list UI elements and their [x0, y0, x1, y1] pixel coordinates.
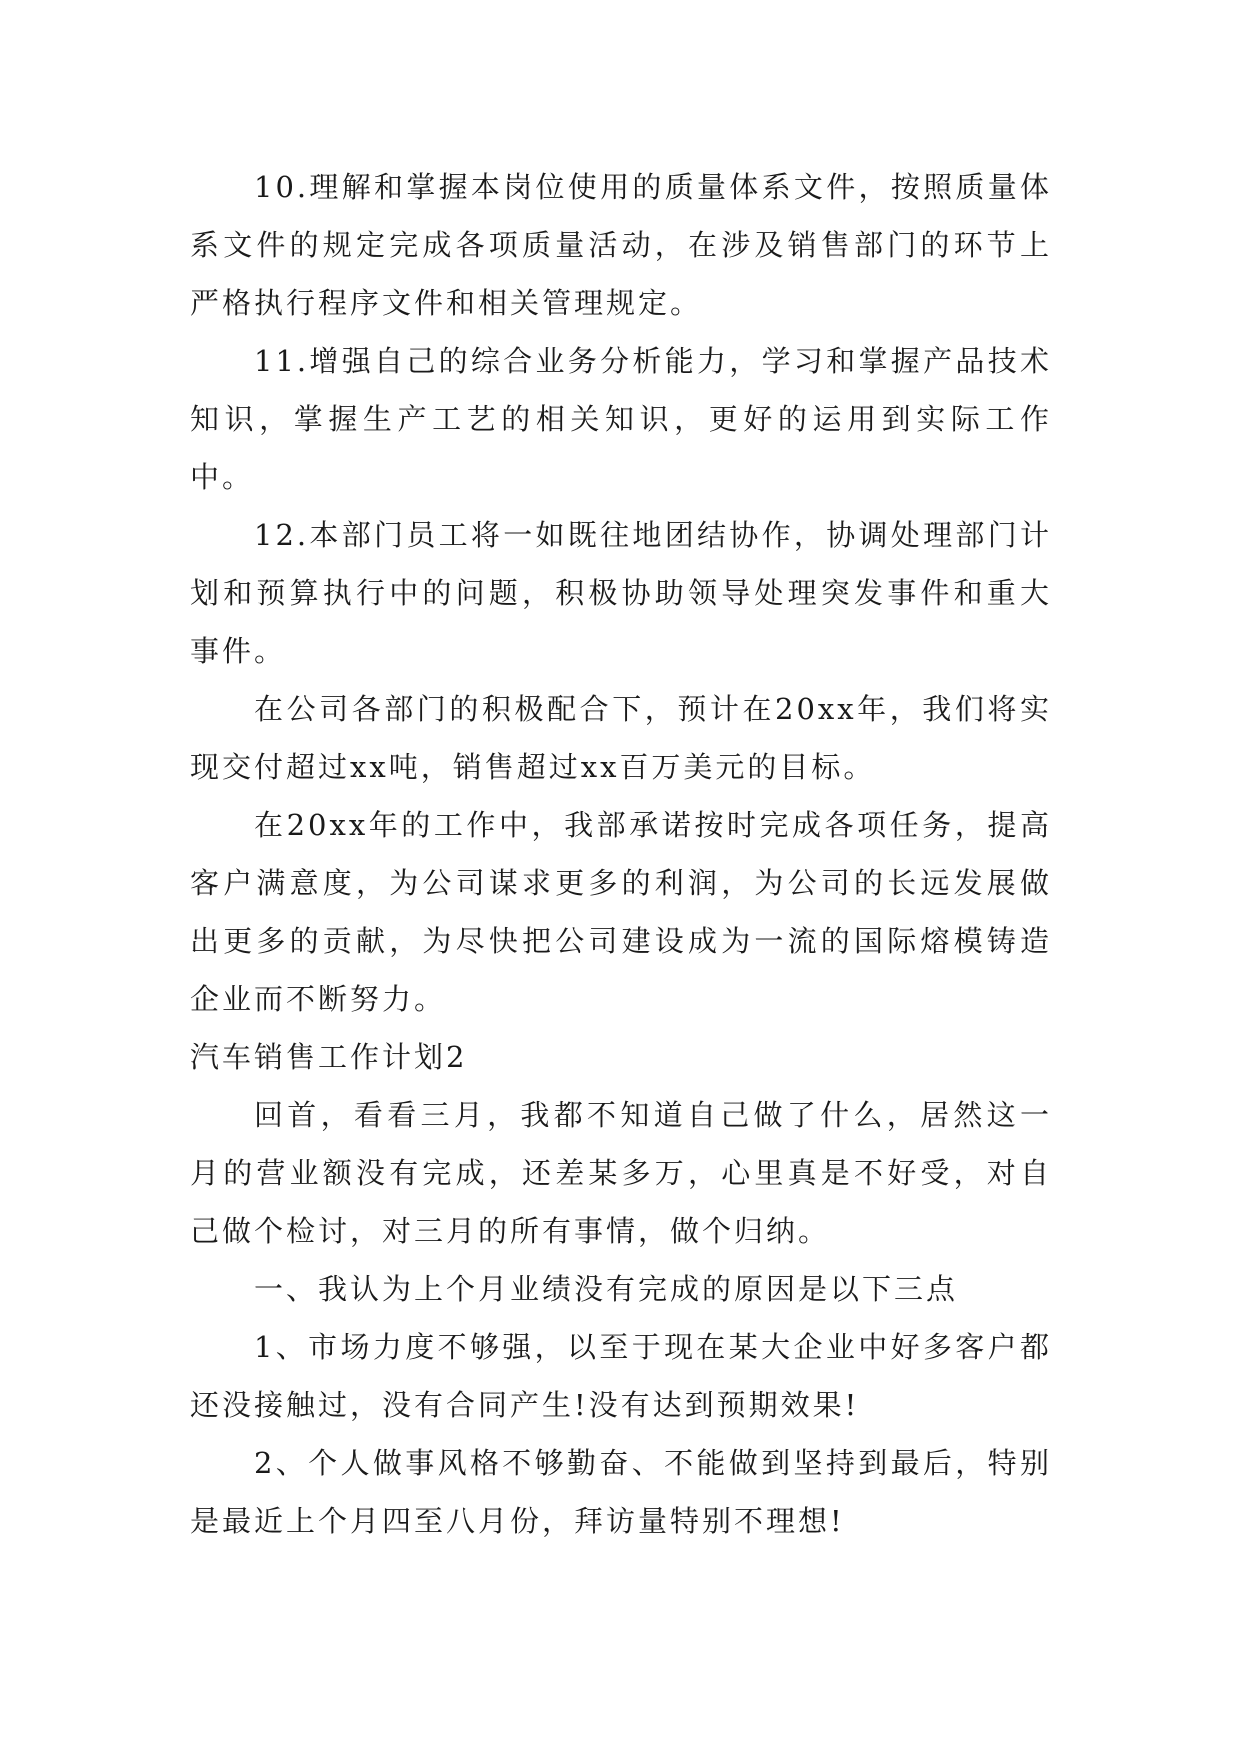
paragraph-review: 回首，看看三月，我都不知道自己做了什么，居然这一月的营业额没有完成，还差某多万，心里真是不好受，对自己做个检讨，对三月的所有事情，做个归纳。: [190, 1098, 1052, 1248]
paragraph-item-11: 11.增强自己的综合业务分析能力，学习和掌握产品技术知识，掌握生产工艺的相关知识，更好的运用到实际工作中。: [190, 344, 1052, 494]
paragraph-reasons-heading: 一、我认为上个月业绩没有完成的原因是以下三点: [254, 1272, 959, 1306]
paragraph-item-12: 12.本部门员工将一如既往地团结协作，协调处理部门计划和预算执行中的问题，积极协助领导处理突发事件和重大事件。: [190, 518, 1052, 668]
paragraph-commitment: 在20xx年的工作中，我部承诺按时完成各项任务，提高客户满意度，为公司谋求更多的利润，为公司的长远发展做出更多的贡献，为尽快把公司建设成为一流的国际熔模铸造企业而不断努力。: [190, 808, 1052, 1016]
section-title: 汽车销售工作计划2: [190, 1040, 468, 1074]
document-body: [190, 158, 1052, 1550]
paragraph-reason-2: 2、个人做事风格不够勤奋、不能做到坚持到最后，特别是最近上个月四至八月份，拜访量特别不理想!: [190, 1446, 1052, 1538]
paragraph-item-10: 10.理解和掌握本岗位使用的质量体系文件，按照质量体系文件的规定完成各项质量活动，在涉及销售部门的环节上严格执行程序文件和相关管理规定。: [190, 170, 1052, 320]
paragraph-reason-1: 1、市场力度不够强，以至于现在某大企业中好多客户都还没接触过，没有合同产生!没有达到预期效果!: [190, 1330, 1052, 1422]
paragraph-target: 在公司各部门的积极配合下，预计在20xx年，我们将实现交付超过xx吨，销售超过xx百万美元的目标。: [190, 692, 1052, 784]
